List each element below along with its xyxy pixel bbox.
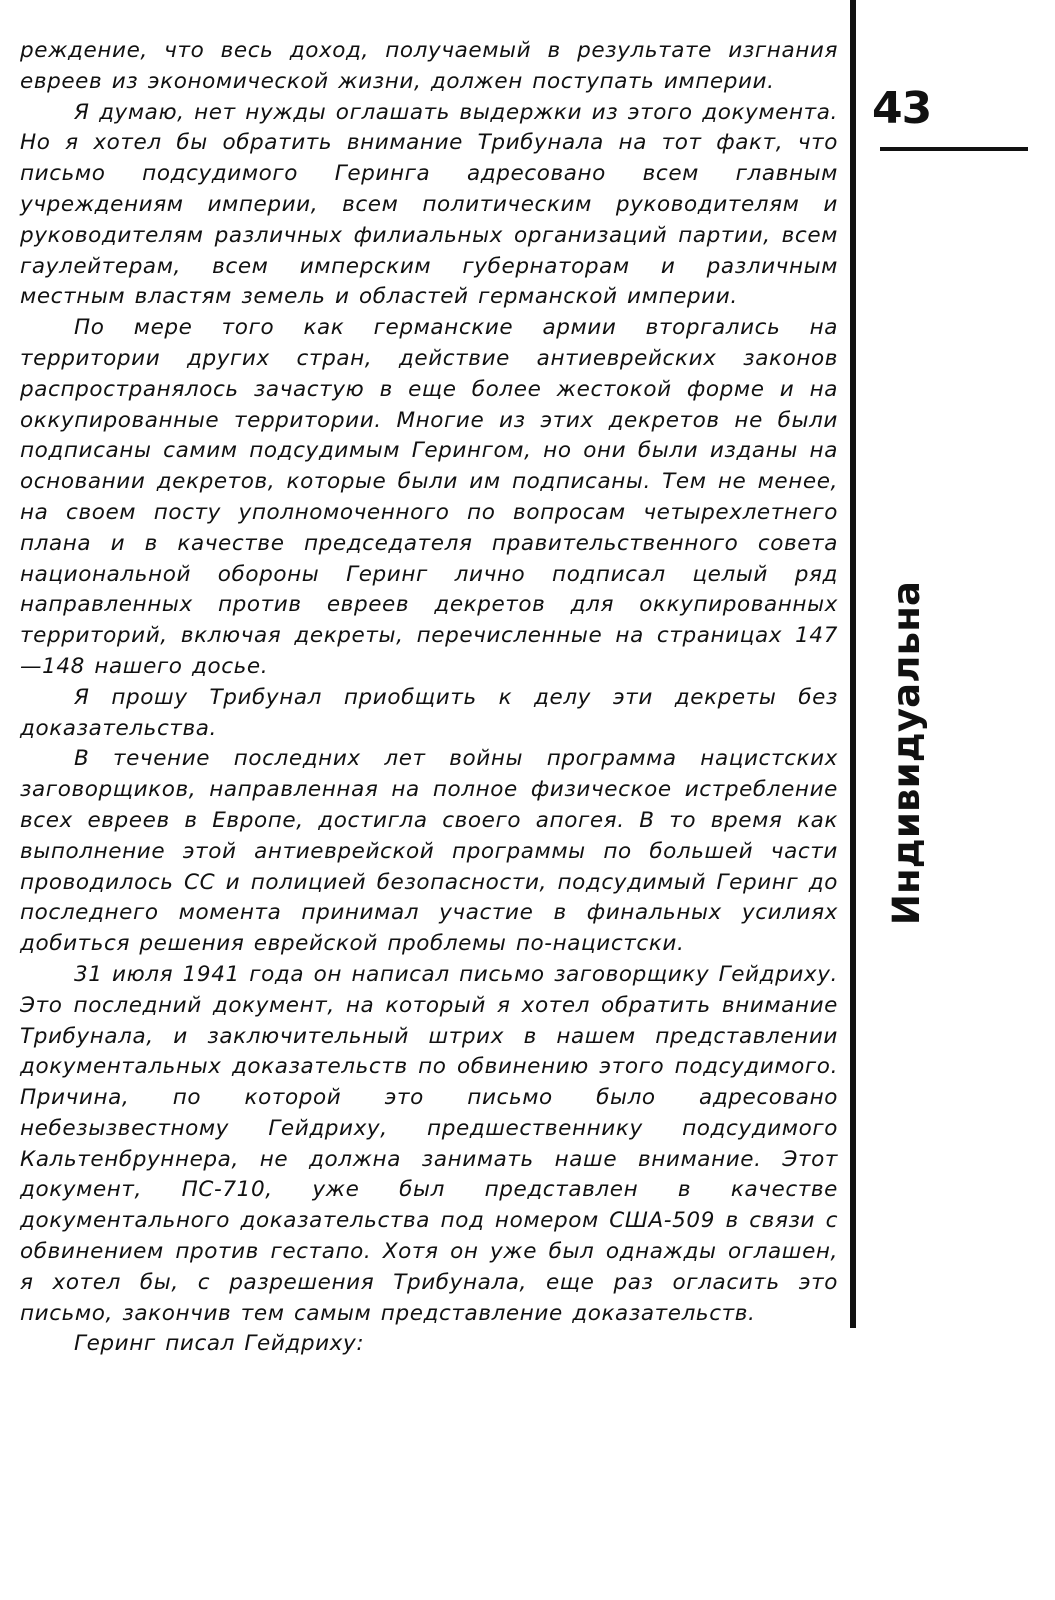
paragraph: Я прошу Трибунал приобщить к делу эти декреты без доказательства. <box>20 684 838 741</box>
paragraph-quote-intro: Геринг писал Гейдриху: <box>74 1331 365 1357</box>
page-number-rule <box>880 147 1028 151</box>
running-section-label: Индивидуальна <box>885 580 928 926</box>
body-text <box>20 36 838 1360</box>
paragraph-continued: реждение, что весь доход, получаемый в результате изгнания евреев из экономической жизни, должен поступать империи. <box>20 38 838 94</box>
paragraph: 31 июля 1941 года он написал письмо заговорщику Гейдриху. Это последний документ, на который я хотел обратить внимание Трибунала, и заключительный штрих в нашем представлении документальных доказательств по обвинению этого подсудимого. Причина, по которой это письмо было адресовано небезызвестному Гейдриху, предшественнику подсудимого Кальтенбруннера, не должна занимать наше внимание. Этот документ, ПС-710, уже был представлен в качестве документального доказательства под номером США-509 в связи с обвинением против гестапо. Хотя он уже был однажды оглашен, я хотел бы, с разрешения Трибунала, еще раз огласить это письмо, закончив тем самым представление доказательств. <box>20 961 838 1326</box>
paragraph: В течение последних лет войны программа нацистских заговорщиков, направленная на полное физическое истребление всех евреев в Европе, достигла своего апогея. В то время как выполнение этой антиеврейской программы по большей части проводилось СС и полицией безопасности, подсудимый Геринг до последнего момента принимал участие в финальных усилиях добиться решения еврейской проблемы по-нацистски. <box>20 746 838 957</box>
page-number: 43 <box>872 83 932 134</box>
paragraph: По мере того как германские армии вторгались на территории других стран, действие антиеврейских законов распространялось зачастую в еще более жестокой форме и на оккупированные территории. Многие из этих декретов не были подписаны самим подсудимым Герингом, но они были изданы на основании декретов, которые были им подписаны. Тем не менее, на своем посту уполномоченного по вопросам четырехлетнего плана и в качестве председателя правительственного совета национальной обороны Геринг лично подписал целый ряд направленных против евреев декретов для оккупированных территорий, включая декреты, перечисленные на страницах 147—148 нашего досье. <box>20 315 838 679</box>
margin-vertical-rule <box>850 0 856 1328</box>
paragraph: Я думаю, нет нужды оглашать выдержки из этого документа. Но я хотел бы обратить внимание Трибунала на тот факт, что письмо подсудимого Геринга адресовано всем главным учреждениям империи, всем политическим руководителям и руководителям различных филиальных организаций партии, всем гаулейтерам, всем имперским губернаторам и различным местным властям земель и областей германской империи. <box>20 99 838 310</box>
